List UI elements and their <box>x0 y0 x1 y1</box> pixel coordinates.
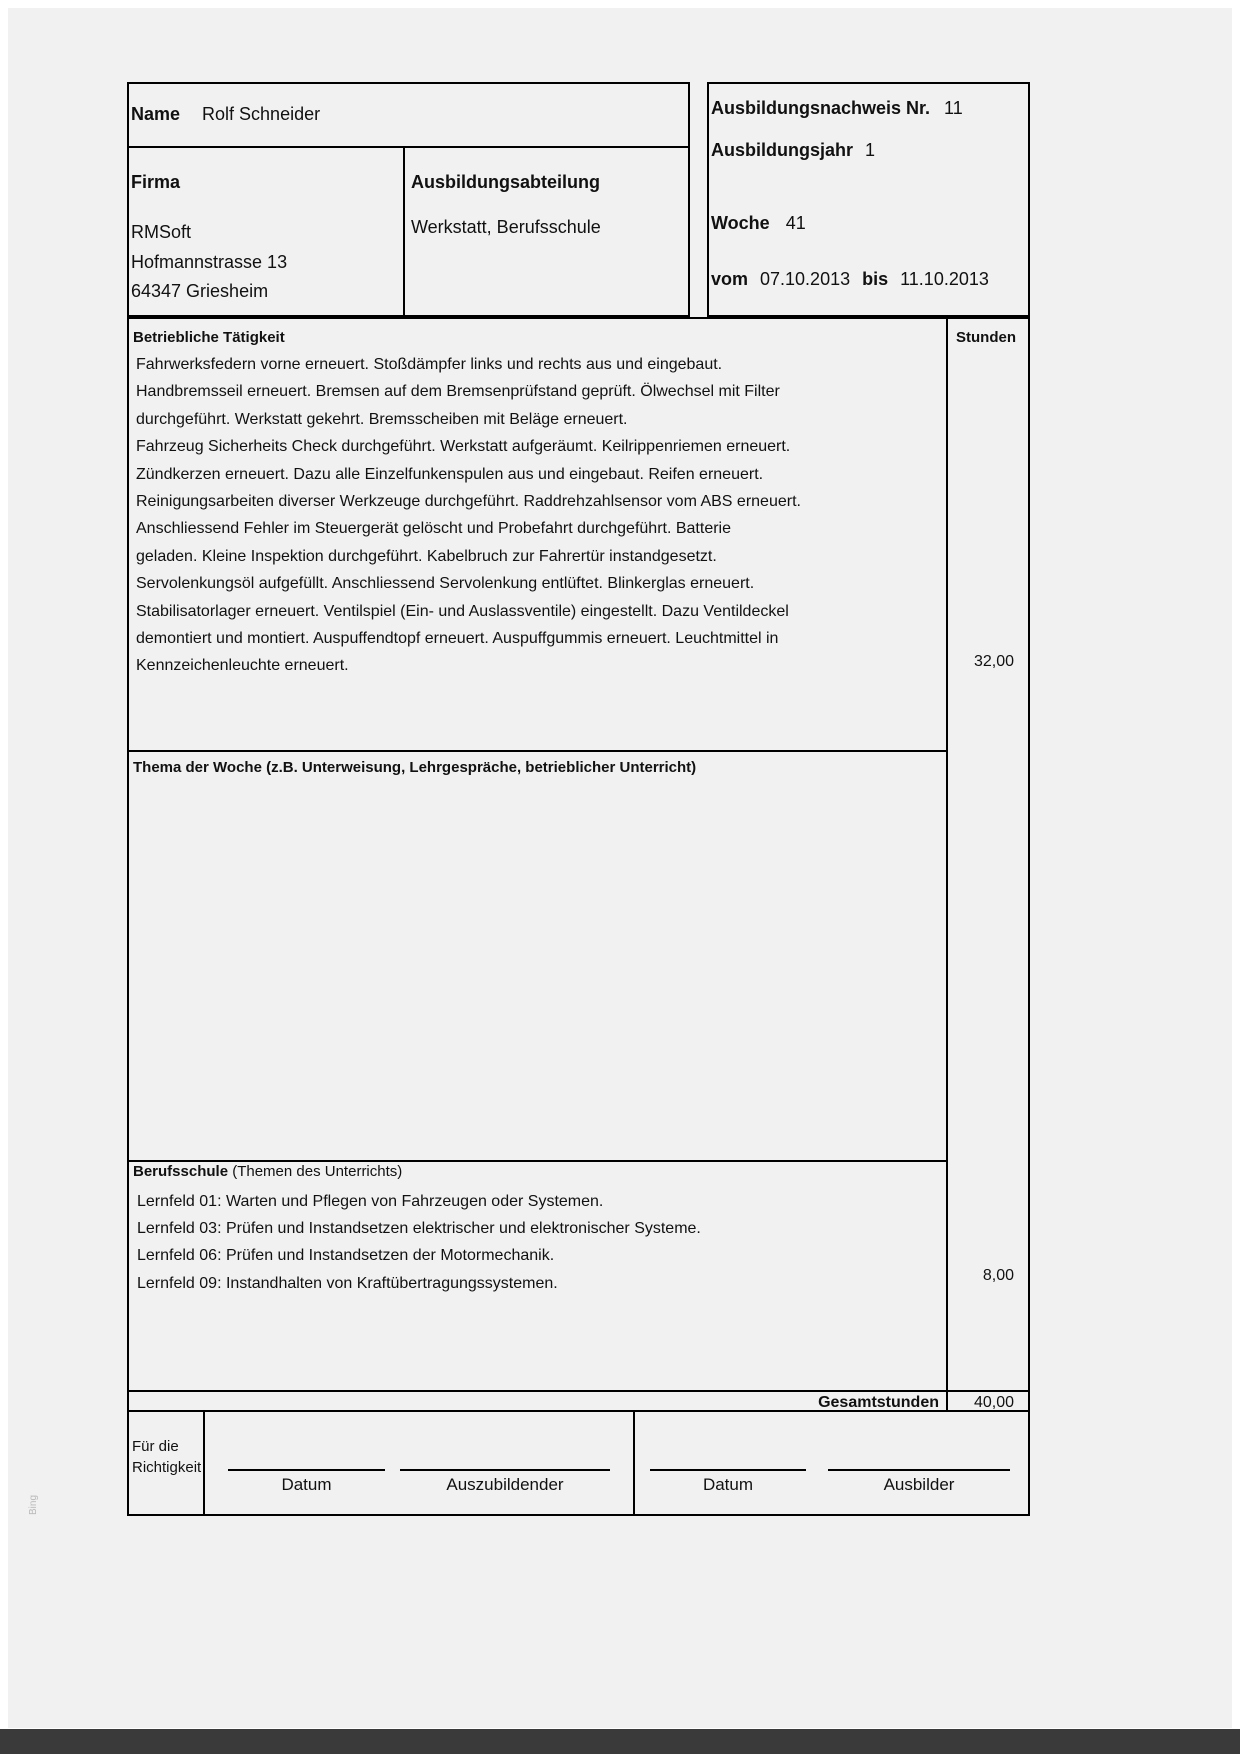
signature-box-ausbilder <box>633 1410 1030 1516</box>
berufsschule-title: Berufsschule <box>133 1163 229 1180</box>
signature-line-datum-ausbilder <box>650 1469 806 1471</box>
taetigkeit-line: demontiert und montiert. Auspuffendtopf erneuert. Auspuffgummis erneuert. Leuchtmittel in <box>136 630 779 648</box>
abteilung-value: Werkstatt, Berufsschule <box>411 217 601 237</box>
section-divider-taetigkeit-thema <box>129 750 946 752</box>
footer-bar <box>0 1729 1240 1754</box>
main-table <box>127 317 1030 1412</box>
ausbildungsjahr-label: Ausbildungsjahr <box>711 140 854 160</box>
firma-box <box>127 146 405 317</box>
vom-value: 07.10.2013 <box>760 269 851 289</box>
gesamtstunden-label: Gesamtstunden <box>818 1394 939 1411</box>
taetigkeit-title: Betriebliche Tätigkeit <box>133 329 285 346</box>
signature-line-ausbilder <box>828 1469 1010 1471</box>
richtigkeit-line2: Richtigkeit <box>132 1459 202 1476</box>
taetigkeit-line: Fahrwerksfedern vorne erneuert. Stoßdämpfer links und rechts aus und eingebaut. <box>136 356 723 373</box>
signature-line-datum-azubi <box>228 1469 385 1471</box>
taetigkeit-line: Servolenkungsöl aufgefüllt. Anschliessend Servolenkung entlüftet. Blinkerglas erneuert. <box>136 575 755 593</box>
taetigkeit-line: Zündkerzen erneuert. Dazu alle Einzelfunkenspulen aus und eingebaut. Reifen erneuert. <box>136 465 764 483</box>
name-label: Name <box>131 104 181 124</box>
berufsschule-line: Lernfeld 09: Instandhalten von Kraftübertragungssystemen. <box>137 1274 558 1292</box>
section-divider-thema-berufsschule <box>129 1160 946 1162</box>
woche-value: 41 <box>785 213 806 233</box>
taetigkeit-text <box>136 351 801 680</box>
bis-value: 11.10.2013 <box>900 269 989 289</box>
richtigkeit-label <box>132 1436 201 1478</box>
taetigkeit-line: Stabilisatorlager erneuert. Ventilspiel (Ein- und Auslassventile) eingestellt. Dazu Ventildeckel <box>136 602 789 620</box>
berufsschule-header <box>133 1163 402 1180</box>
stunden-header: Stunden <box>956 329 1016 346</box>
abteilung-label: Ausbildungsabteilung <box>411 172 600 192</box>
firma-label: Firma <box>131 172 181 192</box>
name-value: Rolf Schneider <box>202 104 321 124</box>
taetigkeit-line: Kennzeichenleuchte erneuert. <box>136 657 349 675</box>
ausbildungsjahr-value: 1 <box>865 140 876 160</box>
name-box <box>127 82 690 148</box>
berufsschule-line: Lernfeld 01: Warten und Pflegen von Fahrzeugen oder Systemen. <box>137 1193 604 1210</box>
datum-label-azubi: Datum <box>281 1475 332 1494</box>
signature-line-auszubildender <box>400 1469 610 1471</box>
firma-street: Hofmannstrasse 13 <box>131 251 288 272</box>
section-divider-gesamt <box>129 1390 1028 1392</box>
firma-name: RMSoft <box>131 222 192 242</box>
datum-label-ausbilder: Datum <box>702 1475 754 1494</box>
berufsschule-line: Lernfeld 03: Prüfen und Instandsetzen elektrischer und elektronischer Systeme. <box>137 1220 701 1238</box>
watermark-text: Bing <box>28 1494 39 1515</box>
signature-box-azubi <box>203 1410 635 1516</box>
firma-address <box>131 218 287 307</box>
vom-label: vom <box>711 269 749 289</box>
ausbilder-label: Ausbilder <box>883 1475 955 1494</box>
taetigkeit-line: geladen. Kleine Inspektion durchgeführt. Kabelbruch zur Fahrertür instandgesetzt. <box>136 547 717 565</box>
berufsschule-line: Lernfeld 06: Prüfen und Instandsetzen der Motormechanik. <box>137 1247 555 1265</box>
thema-title: Thema der Woche (z.B. Unterweisung, Lehrgespräche, betrieblicher Unterricht) <box>133 759 697 776</box>
firma-city: 64347 Griesheim <box>131 281 269 301</box>
taetigkeit-line: Reinigungsarbeiten diverser Werkzeuge durchgeführt. Raddrehzahlsensor vom ABS erneuert. <box>136 493 801 511</box>
auszubildender-label: Auszubildender <box>446 1475 564 1494</box>
woche-label: Woche <box>711 213 770 233</box>
nachweis-value: 11 <box>944 98 963 118</box>
taetigkeit-line: Fahrzeug Sicherheits Check durchgeführt. Werkstatt aufgeräumt. Keilrippenriemen erneuert. <box>136 438 791 456</box>
stunden-column-divider <box>946 319 948 1410</box>
nachweis-box <box>707 82 1030 317</box>
berufsschule-stunden-value: 8,00 <box>982 1267 1014 1284</box>
taetigkeit-line: Anschliessend Fehler im Steuergerät gelöscht und Probefahrt durchgeführt. Batterie <box>136 520 731 538</box>
abteilung-box <box>403 146 690 317</box>
berufsschule-subtitle: (Themen des Unterrichts) <box>232 1163 403 1180</box>
bis-label: bis <box>862 269 889 289</box>
berufsschule-text <box>137 1188 701 1297</box>
taetigkeit-stunden-value: 32,00 <box>973 653 1014 670</box>
richtigkeit-box <box>127 1410 205 1516</box>
taetigkeit-line: durchgeführt. Werkstatt gekehrt. Bremsscheiben mit Beläge erneuert. <box>136 410 628 428</box>
richtigkeit-line1: Für die <box>132 1438 179 1455</box>
nachweis-label: Ausbildungsnachweis Nr. <box>711 98 931 118</box>
taetigkeit-line: Handbremsseil erneuert. Bremsen auf dem Bremsenprüfstand geprüft. Ölwechsel mit Filter <box>136 383 780 401</box>
gesamtstunden-value: 40,00 <box>973 1394 1014 1411</box>
